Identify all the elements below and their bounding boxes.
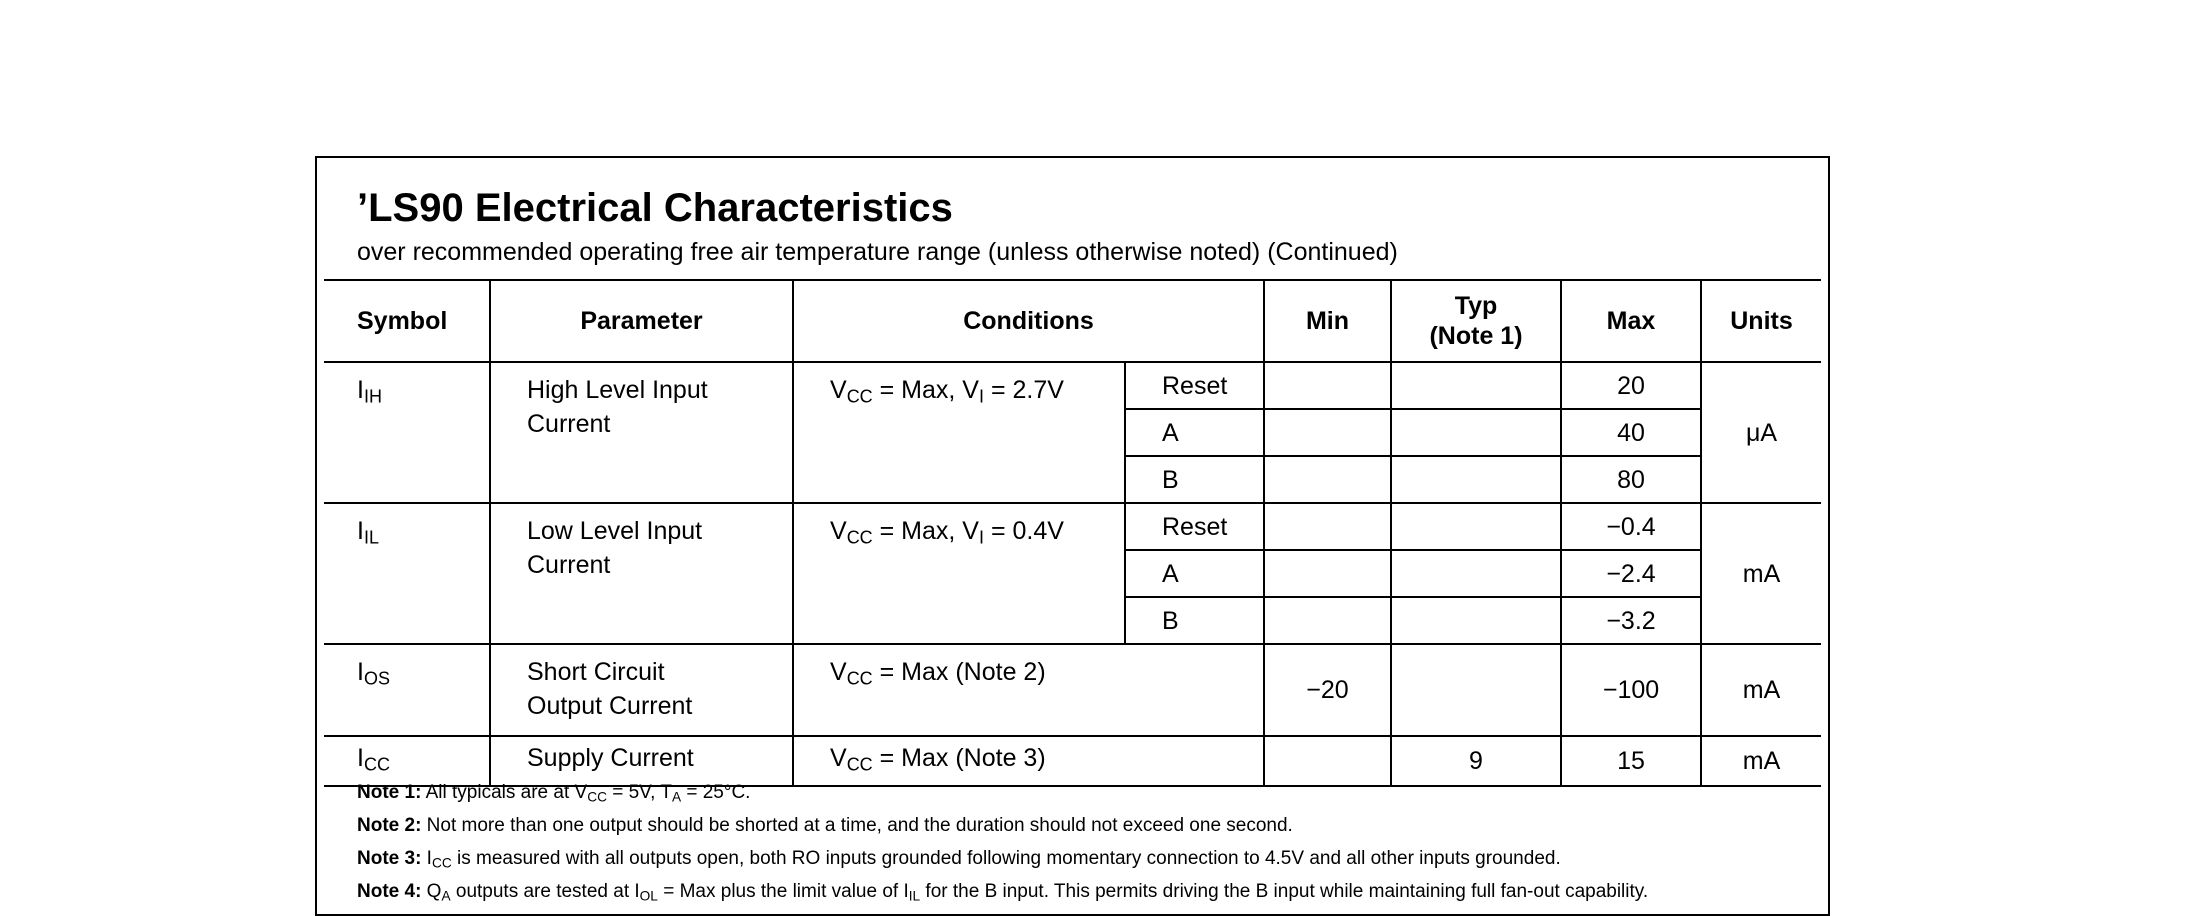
- table-header-row: [324, 280, 1821, 362]
- input-iil-reset: Reset: [1125, 503, 1264, 550]
- page-subtitle: over recommended operating free air temperature range (unless otherwise noted) (Continued): [357, 238, 1398, 266]
- note-3: Note 3: $I_{CC}$ is measured with all outputs open, both RO inputs grounded following momentary connection to 4.5V and all other inputs grounded.: [357, 848, 1561, 871]
- typ-iil-a: [1391, 550, 1561, 597]
- input-iih-b: B: [1125, 456, 1264, 503]
- header-typ: [1391, 280, 1561, 362]
- max-iil-b: −3.2: [1561, 597, 1701, 644]
- parameter-iil: Low Level Input Current: [490, 503, 793, 644]
- input-iil-a: A: [1125, 550, 1264, 597]
- header-parameter: Parameter: [490, 280, 793, 362]
- symbol-iih: $I_{IH}$: [324, 362, 490, 503]
- typ-iih-b: [1391, 456, 1561, 503]
- condition-ios: $V_{CC}$ = Max (Note 2): [793, 644, 1264, 736]
- page-title: ’LS90 Electrical Characteristics: [357, 186, 953, 230]
- condition-iih: $V_{CC}$ = Max, $V_I = 2.7V$: [793, 362, 1125, 503]
- input-iih-reset: Reset: [1125, 362, 1264, 409]
- typ-iil-reset: [1391, 503, 1561, 550]
- min-iil-b: [1264, 597, 1391, 644]
- typ-icc: 9: [1391, 736, 1561, 786]
- parameter-ios: Short Circuit Output Current: [490, 644, 793, 736]
- unit-iil: mA: [1701, 503, 1821, 644]
- notes-section: [357, 776, 1648, 908]
- max-iih-a: 40: [1561, 409, 1701, 456]
- typ-iih-reset: [1391, 362, 1561, 409]
- max-iih-reset: 20: [1561, 362, 1701, 409]
- header-typ-label: Typ: [1454, 292, 1498, 320]
- header-symbol: Symbol: [324, 280, 490, 362]
- max-ios: −100: [1561, 644, 1701, 736]
- max-iil-a: −2.4: [1561, 550, 1701, 597]
- typ-iih-a: [1391, 409, 1561, 456]
- header-conditions: Conditions: [793, 280, 1264, 362]
- unit-iih: μA: [1701, 362, 1821, 503]
- note-1: Note 1: All typicals are at $V_{CC} = 5V$, $T_A = 25^\circ C$.: [357, 782, 751, 805]
- min-iih-reset: [1264, 362, 1391, 409]
- note-2: Note 2: Not more than one output should be shorted at a time, and the duration should not exceed one second.: [357, 815, 1293, 836]
- symbol-iil: $I_{IL}$: [324, 503, 490, 644]
- header-min: Min: [1264, 280, 1391, 362]
- unit-icc: mA: [1701, 736, 1821, 786]
- parameter-icc: Supply Current: [490, 736, 793, 786]
- parameter-iih: High Level Input Current: [490, 362, 793, 503]
- max-icc: 15: [1561, 736, 1701, 786]
- min-iil-reset: [1264, 503, 1391, 550]
- min-iih-b: [1264, 456, 1391, 503]
- input-iih-a: A: [1125, 409, 1264, 456]
- max-iih-b: 80: [1561, 456, 1701, 503]
- max-iil-reset: −0.4: [1561, 503, 1701, 550]
- header-typ-note: (Note 1): [1429, 322, 1523, 350]
- condition-icc: $V_{CC}$ = Max (Note 3): [793, 736, 1264, 786]
- input-iil-b: B: [1125, 597, 1264, 644]
- electrical-characteristics-table: [324, 279, 1821, 787]
- table-row-ios: [324, 644, 1821, 736]
- note-4: Note 4: $Q_A$ outputs are tested at $I_{OL}$ = Max plus the limit value of $I_{IL}$ for the B input. This permits driving the B input while maintaining full fan-out capability.: [357, 881, 1649, 904]
- unit-ios: mA: [1701, 644, 1821, 736]
- header-max: Max: [1561, 280, 1701, 362]
- table-row-iil-reset: [324, 503, 1821, 550]
- header-units: Units: [1701, 280, 1821, 362]
- min-iil-a: [1264, 550, 1391, 597]
- symbol-ios: $I_{OS}$: [324, 644, 490, 736]
- condition-iil: $V_{CC}$ = Max, $V_I = 0.4V$: [793, 503, 1125, 644]
- typ-iil-b: [1391, 597, 1561, 644]
- table-row-iih-reset: [324, 362, 1821, 409]
- symbol-icc: $I_{CC}$: [324, 736, 490, 786]
- typ-ios: [1391, 644, 1561, 736]
- min-iih-a: [1264, 409, 1391, 456]
- min-ios: −20: [1264, 644, 1391, 736]
